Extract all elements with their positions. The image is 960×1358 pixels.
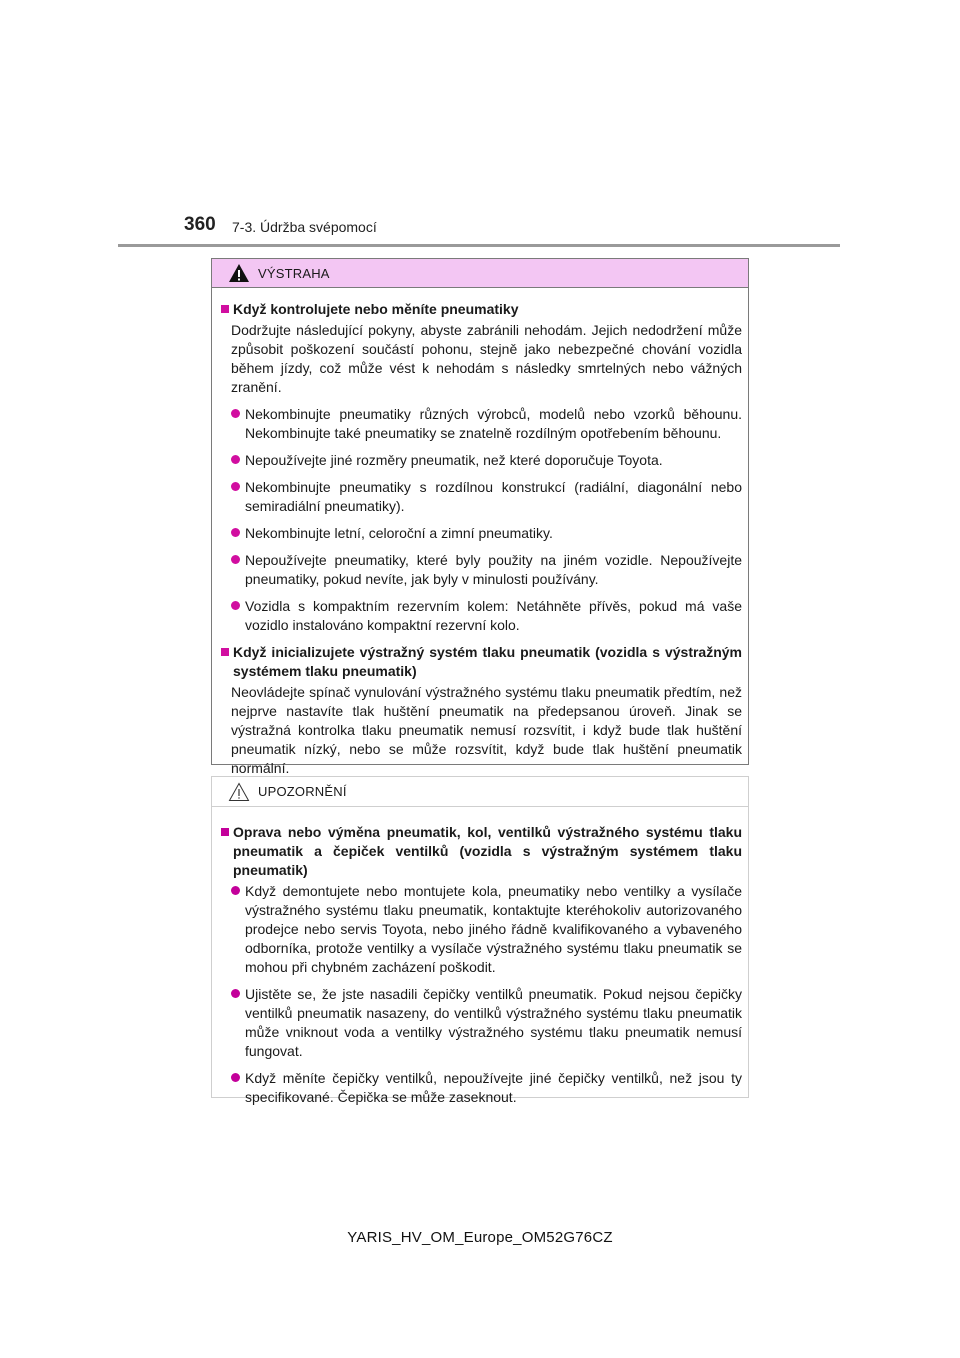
warning-paragraph: Neovládejte spínač vynulování výstražného systému tlaku pneumatik předtím, než nejprve nastavíte tlak huštění pneumatik na předepsanou úroveň. Jinak se výstražná kontrolka tlaku pneumatik nemusí rozsvítit, i když bude tlak huštění pneumatik nízký, nebo se může rozsvítit, když bude tlak huštění pneumatik normální. bbox=[231, 684, 742, 776]
square-bullet-icon bbox=[221, 648, 229, 656]
list-item: Nepoužívejte pneumatiky, které byly použity na jiném vozidle. Nepoužívejte pneumatiky, pokud nevíte, jak byly v minulosti používány. bbox=[220, 551, 742, 589]
list-item: Ujistěte se, že jste nasadili čepičky ventilků pneumatik. Pokud nejsou čepičky ventilků pneumatik nasazeny, do ventilků výstražného systému tlaku pneumatik může vniknout voda a ventilky výstražného systému tlaku pneumatik nemusí fungovat. bbox=[220, 985, 742, 1061]
warning-box-header bbox=[212, 259, 748, 288]
caution-box bbox=[211, 776, 749, 1105]
list-item: Vozidla s kompaktním rezervním kolem: Netáhněte přívěs, pokud má vaše vozidlo instalováno kompaktní rezervní kolo. bbox=[220, 597, 742, 635]
round-bullet-icon bbox=[231, 555, 240, 564]
list-item: Nepoužívejte jiné rozměry pneumatik, než které doporučuje Toyota. bbox=[220, 451, 742, 470]
round-bullet-icon bbox=[231, 1073, 240, 1082]
list-item: Nekombinujte pneumatiky různých výrobců, modelů nebo vzorků běhounu. Nekombinujte také pneumatiky se znatelně rozdílným opotřebením běhounu. bbox=[220, 405, 742, 443]
footer-doc-code: YARIS_HV_OM_Europe_OM52G76CZ bbox=[347, 1229, 613, 1246]
caution-box-header bbox=[212, 777, 748, 807]
page-header bbox=[184, 214, 744, 244]
warning-heading-tires: Když kontrolujete nebo měníte pneumatiky bbox=[220, 300, 742, 319]
warning-heading-tpws: Když inicializujete výstražný systém tlaku pneumatik (vozidla s výstražným systémem tlaku pneumatik) bbox=[220, 643, 742, 681]
header-divider bbox=[118, 244, 840, 247]
list-item: Když demontujete nebo montujete kola, pneumatiky nebo ventilky a vysílače výstražného systému tlaku pneumatik, kontaktujte kteréhokoliv autorizovaného prodejce nebo servis Toyota, nebo jiného řádně kvalifikovaného a vybaveného odborníka, protože ventilky a vysílače výstražného systému tlaku pneumatik se mohou při chybném zacházení poškodit. bbox=[220, 882, 742, 977]
round-bullet-icon bbox=[231, 886, 240, 895]
round-bullet-icon bbox=[231, 601, 240, 610]
page-number: 360 bbox=[184, 214, 216, 235]
warning-label: VÝSTRAHA bbox=[258, 265, 330, 281]
list-item: Nekombinujte pneumatiky s rozdílnou konstrukcí (radiální, diagonální nebo semiradiální pneumatiky). bbox=[220, 478, 742, 516]
list-item: Když měníte čepičky ventilků, nepoužívejte jiné čepičky ventilků, než jsou ty specifikované. Čepička se může zaseknout. bbox=[220, 1069, 742, 1107]
warning-paragraph: Dodržujte následující pokyny, abyste zabránili nehodám. Jejich nedodržení může způsobit poškození součástí pohonu, stejně jako nebezpečné chování vozidla během jízdy, což může vést k nehodám s následky smrtelných nebo vážných zranění. bbox=[231, 322, 742, 395]
caution-body bbox=[212, 807, 748, 1107]
round-bullet-icon bbox=[231, 989, 240, 998]
round-bullet-icon bbox=[231, 409, 240, 418]
caution-triangle-outline-icon bbox=[228, 782, 250, 802]
warning-body bbox=[212, 288, 748, 778]
round-bullet-icon bbox=[231, 455, 240, 464]
round-bullet-icon bbox=[231, 528, 240, 537]
section-title: 7-3. Údržba svépomocí bbox=[232, 219, 377, 235]
caution-label: UPOZORNĚNÍ bbox=[258, 784, 347, 799]
warning-triangle-icon bbox=[228, 263, 250, 283]
warning-box bbox=[211, 258, 749, 776]
round-bullet-icon bbox=[231, 482, 240, 491]
list-item: Nekombinujte letní, celoroční a zimní pneumatiky. bbox=[220, 524, 742, 543]
square-bullet-icon bbox=[221, 828, 229, 836]
caution-heading: Oprava nebo výměna pneumatik, kol, ventilků výstražného systému tlaku pneumatik a čepiček ventilků (vozidla s výstražným systémem tlaku pneumatik) bbox=[220, 823, 742, 880]
square-bullet-icon bbox=[221, 305, 229, 313]
